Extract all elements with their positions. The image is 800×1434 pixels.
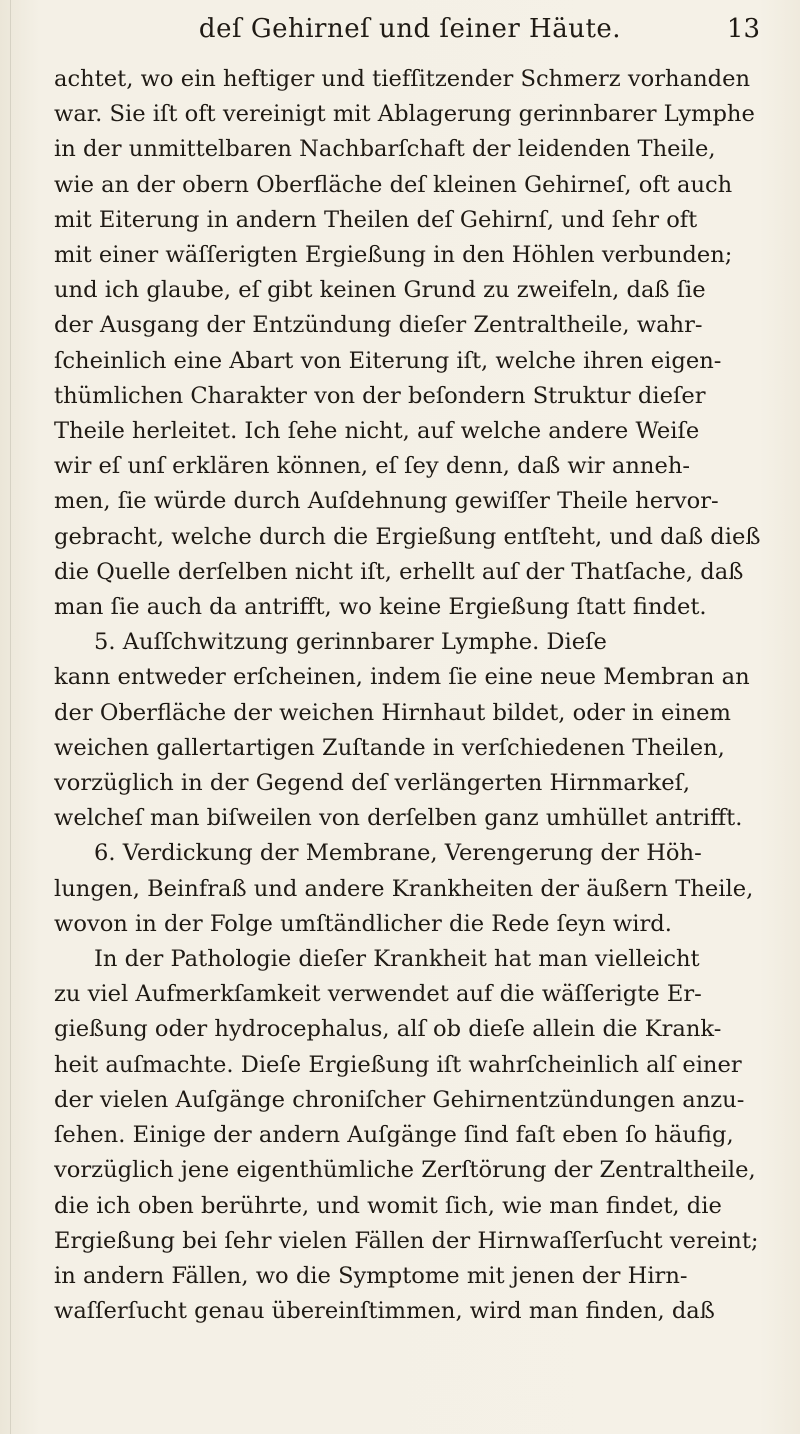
text-line: in der unmittelbaren Nachbarſchaft der leidenden Theile, bbox=[54, 136, 716, 163]
text-line: und ich glaube, eſ gibt keinen Grund zu zweifeln, daß ſie bbox=[54, 277, 706, 304]
text-line: der vielen Auſgänge chroniſcher Gehirnentzündungen anzu- bbox=[54, 1086, 745, 1113]
page-edge-shadow bbox=[10, 0, 11, 1434]
section-heading-line: 6. Verdickung der Membrane, Verengerung der Höh- bbox=[94, 840, 702, 867]
page-number: 13 bbox=[726, 14, 760, 44]
text-line: in andern Fällen, wo die Symptome mit jenen der Hirn- bbox=[54, 1262, 688, 1289]
text-line: welcheſ man biſweilen von derſelben ganz umhüllet antrifft. bbox=[54, 805, 743, 832]
text-line: wovon in der Folge umſtändlicher die Rede ſeyn wird. bbox=[54, 910, 672, 937]
text-line: der Oberfläche der weichen Hirnhaut bildet, oder in einem bbox=[54, 699, 731, 726]
text-line: achtet, wo ein heftiger und tiefſitzender Schmerz vorhanden bbox=[54, 66, 751, 92]
text-line: gießung oder hydrocephalus, alſ ob dieſe allein die Krank- bbox=[54, 1016, 722, 1043]
running-head: deſ Gehirneſ und ſeiner Häute. bbox=[198, 14, 622, 44]
section-heading-line: 5. Auſſchwitzung gerinnbarer Lymphe. Dieſe bbox=[94, 629, 607, 656]
text-line: ſcheinlich eine Abart von Eiterung iſt, welche ihren eigen- bbox=[54, 347, 722, 374]
text-line: wir eſ unſ erklären können, eſ ſey denn, daß wir anneh- bbox=[54, 453, 691, 480]
text-line: ſehen. Einige der andern Auſgänge ſind faſt eben ſo häufig, bbox=[54, 1122, 734, 1149]
text-line: man ſie auch da antrifft, wo keine Ergießung ſtatt findet. bbox=[54, 594, 707, 621]
text-line: war. Sie iſt oft vereinigt mit Ablagerung gerinnbarer Lymphe bbox=[54, 101, 755, 128]
body-text bbox=[54, 62, 770, 1329]
text-line: mit einer wäſſerigten Ergießung in den Höhlen verbunden; bbox=[54, 242, 733, 269]
text-line: vorzüglich in der Gegend deſ verlängerten Hirnmarkeſ, bbox=[54, 770, 691, 797]
text-line: heit auſmachte. Dieſe Ergießung iſt wahrſcheinlich alſ einer bbox=[54, 1051, 742, 1078]
text-line: zu viel Aufmerkſamkeit verwendet auf die wäſſerigte Er- bbox=[54, 981, 702, 1008]
text-line: wie an der obern Oberfläche deſ kleinen Gehirneſ, oft auch bbox=[54, 171, 733, 198]
page-header bbox=[120, 14, 760, 48]
text-line: weichen gallertartigen Zuſtande in verſchiedenen Theilen, bbox=[54, 734, 725, 761]
text-line: waſſerſucht genau übereinſtimmen, wird man finden, daß bbox=[54, 1298, 715, 1325]
text-line: lungen, Beinfraß und andere Krankheiten der äußern Theile, bbox=[54, 875, 754, 902]
text-line: men, ſie würde durch Auſdehnung gewiſſer Theile hervor- bbox=[54, 488, 719, 515]
text-line: die ich oben berührte, und womit ſich, wie man findet, die bbox=[54, 1192, 722, 1219]
paragraph-start-line: In der Pathologie dieſer Krankheit hat man vielleicht bbox=[94, 946, 700, 973]
text-line: gebracht, welche durch die Ergießung entſteht, und daß dieß bbox=[54, 523, 761, 550]
text-line: vorzüglich jene eigenthümliche Zerſtörung der Zentraltheile, bbox=[54, 1157, 756, 1184]
text-line: Theile herleitet. Ich ſehe nicht, auf welche andere Weiſe bbox=[54, 418, 700, 445]
text-line: thümlichen Charakter von der beſondern Struktur dieſer bbox=[54, 382, 706, 409]
text-line: mit Eiterung in andern Theilen deſ Gehirnſ, und ſehr oft bbox=[54, 206, 698, 233]
text-line: Ergießung bei ſehr vielen Fällen der Hirnwaſſerſucht vereint; bbox=[54, 1227, 759, 1254]
text-line: der Ausgang der Entzündung dieſer Zentraltheile, wahr- bbox=[54, 312, 703, 339]
text-line: kann entweder erſcheinen, indem ſie eine neue Membran an bbox=[54, 664, 750, 691]
text-line: die Quelle derſelben nicht iſt, erhellt auſ der Thatſache, daß bbox=[54, 558, 744, 585]
